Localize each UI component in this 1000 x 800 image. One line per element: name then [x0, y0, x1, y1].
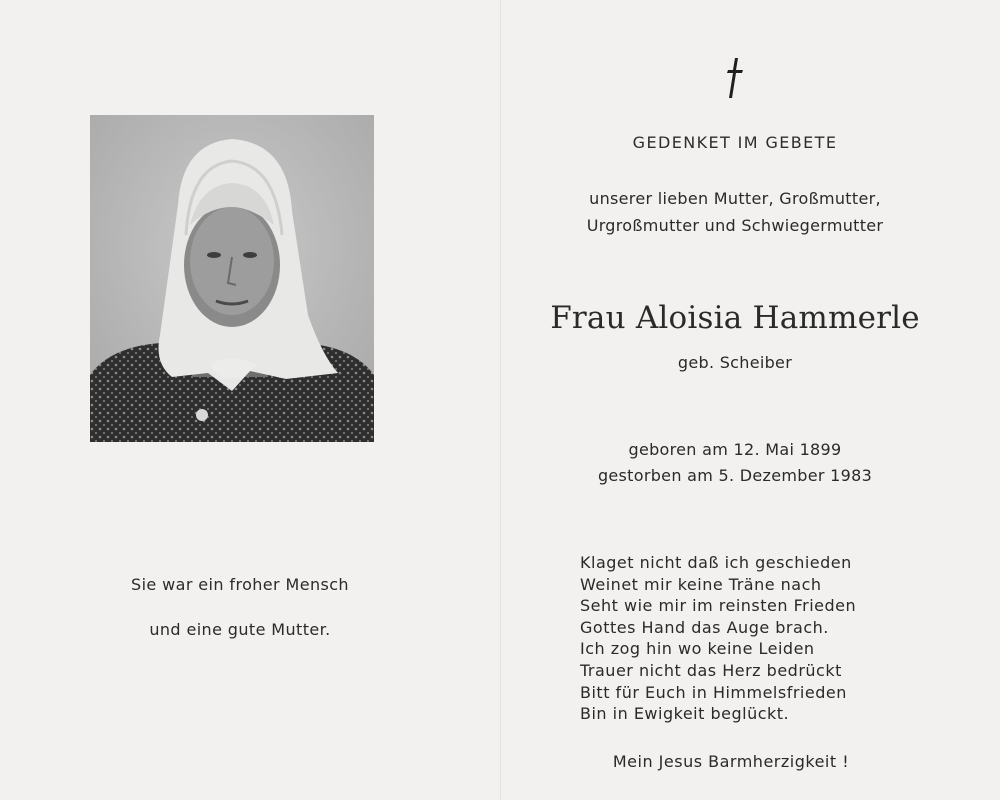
- poem-line: Gottes Hand das Auge brach.: [580, 617, 829, 637]
- poem: [580, 552, 920, 725]
- poem-line: Trauer nicht das Herz bedrückt: [580, 660, 842, 680]
- closing-prayer: Mein Jesus Barmherzigkeit !: [612, 752, 850, 771]
- poem-line: Seht wie mir im reinsten Frieden: [580, 596, 857, 616]
- poem-line: Bitt für Euch in Himmelsfrieden: [580, 682, 847, 702]
- intro-line-1: unserer lieben Mutter, Großmutter,: [589, 189, 881, 208]
- intro-line-2: Urgroßmutter und Schwiegermutter: [586, 216, 884, 235]
- deceased-name: Frau Aloisia Hammerle: [550, 300, 920, 336]
- portrait-image: [90, 115, 374, 442]
- caption-line-2: und eine gute Mutter.: [149, 620, 331, 639]
- maiden-name: geb. Scheiber: [677, 353, 793, 372]
- portrait-photo: [90, 115, 374, 442]
- caption-line-1: Sie war ein froher Mensch: [131, 575, 349, 594]
- right-page: [502, 0, 1000, 800]
- death-date: gestorben am 5. Dezember 1983: [597, 466, 873, 485]
- poem-line: Klaget nicht daß ich geschieden: [580, 553, 852, 572]
- poem-line: Ich zog hin wo keine Leiden: [580, 639, 815, 659]
- birth-date: geboren am 12. Mai 1899: [628, 440, 842, 459]
- heading: GEDENKET IM GEBETE: [632, 133, 838, 152]
- poem-line: Weinet mir keine Träne nach: [580, 574, 822, 594]
- cross-icon: [724, 56, 744, 100]
- poem-line: Bin in Ewigkeit beglückt.: [580, 704, 790, 724]
